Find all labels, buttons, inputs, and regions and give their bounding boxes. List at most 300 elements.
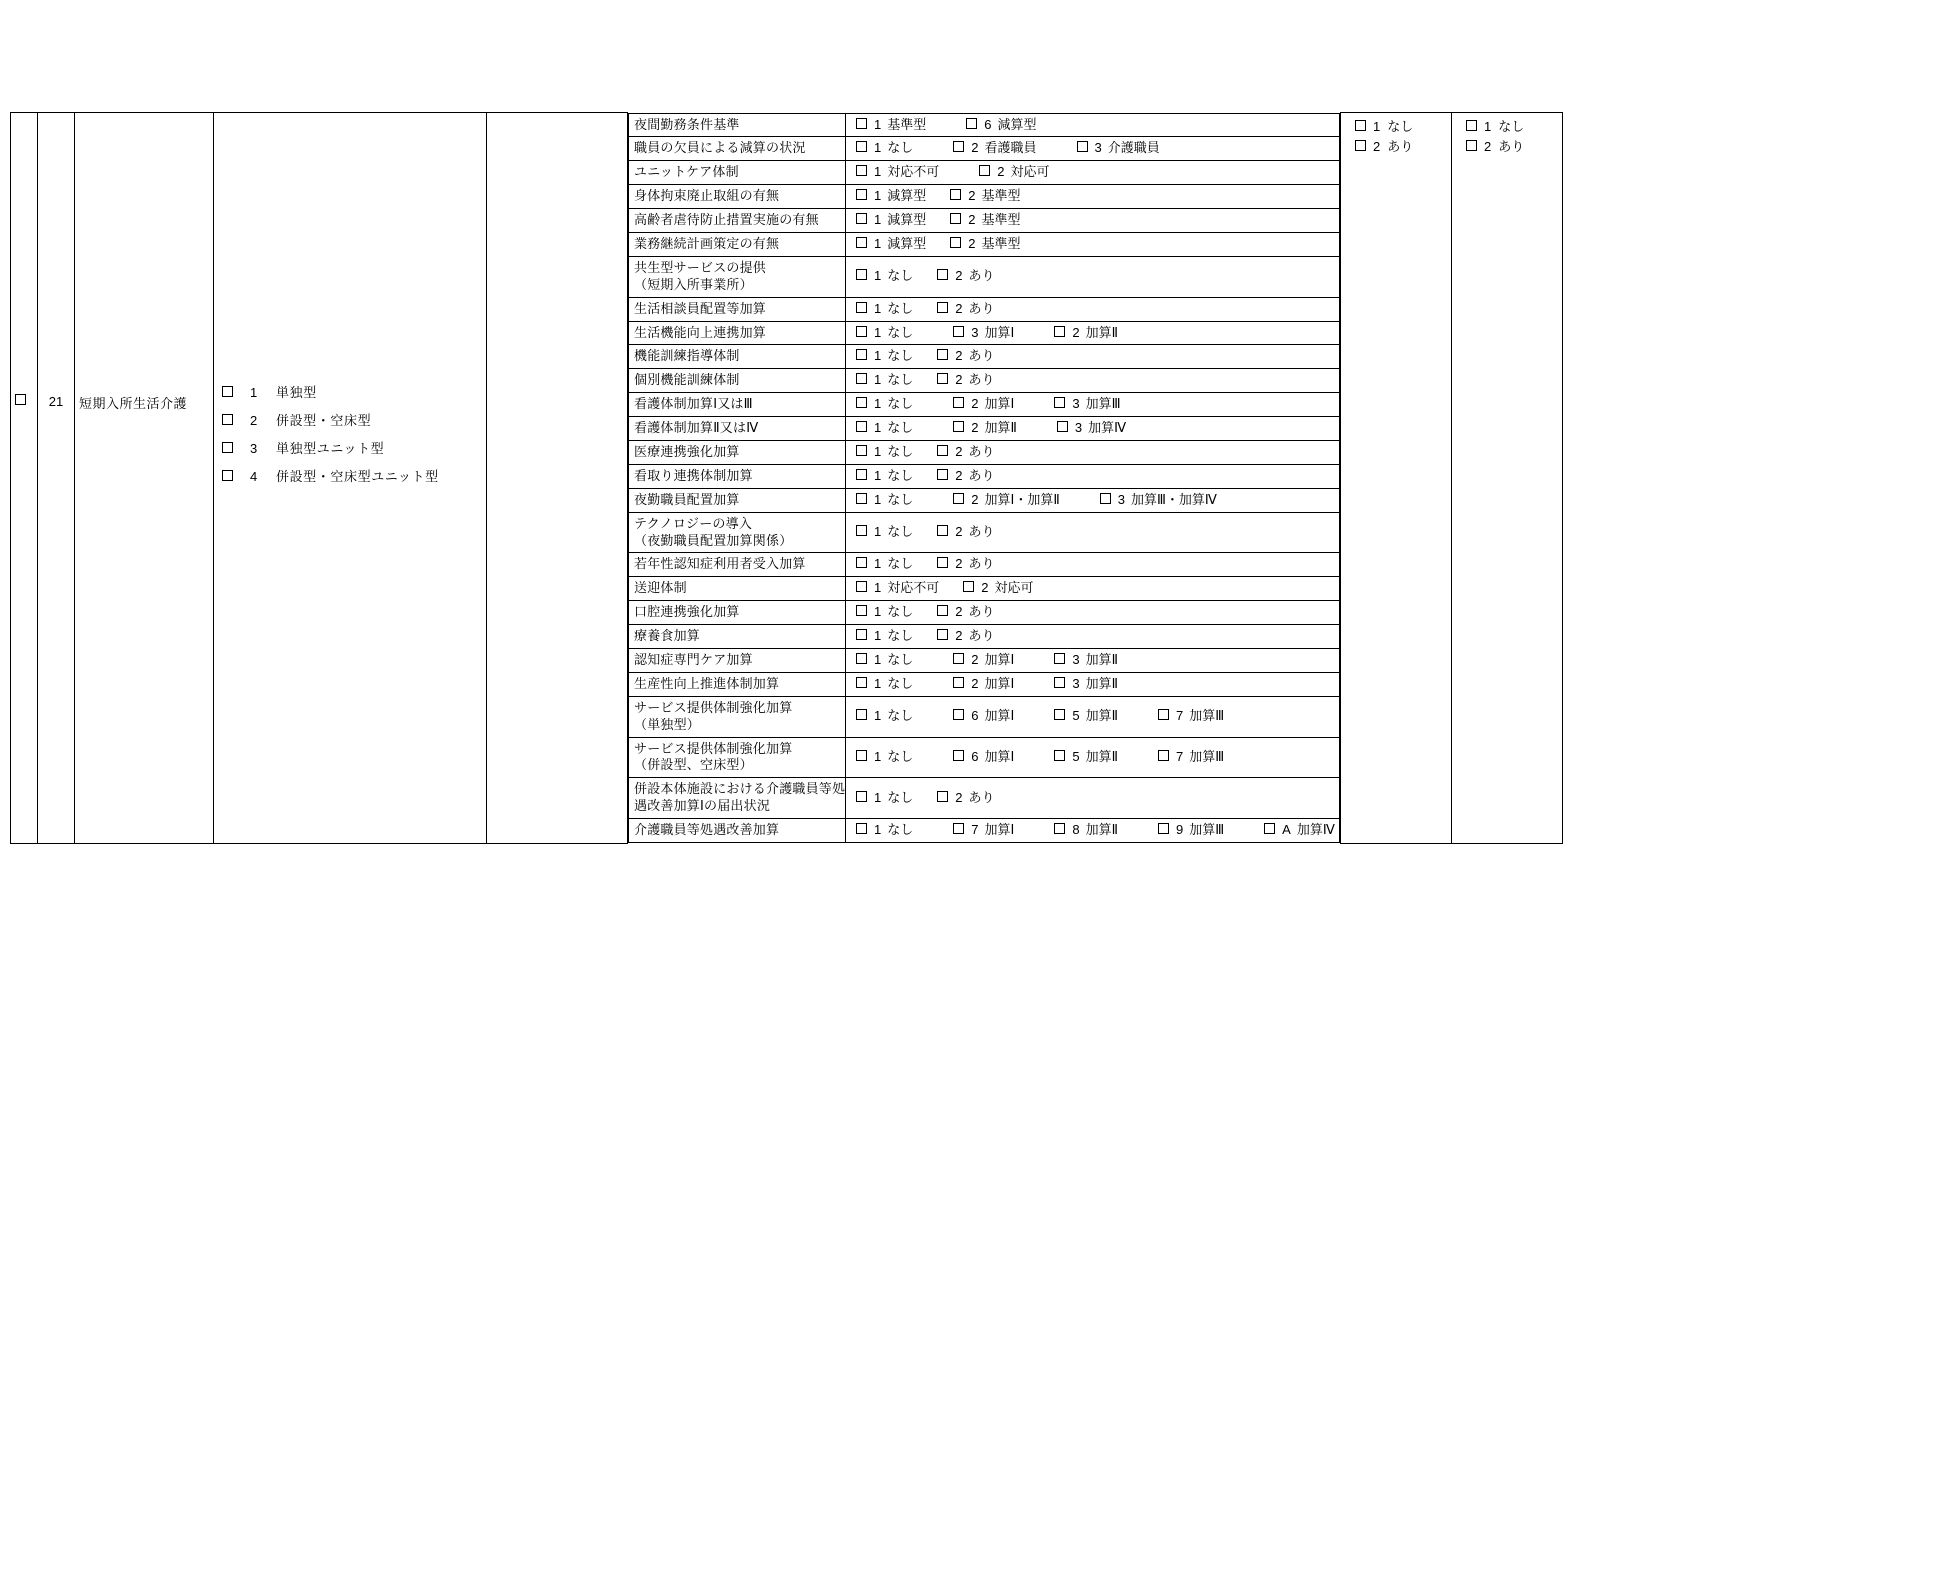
option-number: 2 bbox=[955, 524, 963, 540]
option-number: 1 bbox=[874, 235, 882, 251]
item-options bbox=[846, 321, 1340, 345]
item-options bbox=[846, 819, 1340, 843]
checkbox-icon[interactable] bbox=[856, 791, 867, 802]
item-options bbox=[846, 512, 1340, 553]
checkbox-icon[interactable] bbox=[1077, 141, 1088, 152]
item-label bbox=[629, 696, 846, 737]
checkbox-icon[interactable] bbox=[856, 237, 867, 248]
option-number: 1 bbox=[874, 556, 882, 572]
option-checkbox[interactable] bbox=[1054, 676, 1118, 693]
option-label: なし bbox=[887, 372, 914, 388]
option-number: 2 bbox=[955, 628, 963, 644]
option-checkbox[interactable] bbox=[950, 236, 1020, 253]
option-label: あり bbox=[968, 443, 995, 459]
item-options-table bbox=[628, 113, 1340, 844]
option-checkbox[interactable] bbox=[856, 396, 913, 413]
item-label-line: 口腔連携強化加算 bbox=[634, 604, 740, 620]
option-number: 2 bbox=[250, 413, 258, 428]
option-label: 加算Ⅳ bbox=[1296, 822, 1335, 838]
checkbox-icon[interactable] bbox=[937, 605, 948, 616]
checkbox-icon[interactable] bbox=[856, 349, 867, 360]
checkbox-icon[interactable] bbox=[950, 237, 961, 248]
option-checkbox[interactable] bbox=[1054, 325, 1118, 342]
checkbox-icon[interactable] bbox=[937, 349, 948, 360]
checkbox-icon[interactable] bbox=[953, 750, 964, 761]
checkbox-icon[interactable] bbox=[966, 118, 977, 129]
checkbox-icon[interactable] bbox=[856, 326, 867, 337]
table-row bbox=[629, 417, 1340, 441]
option-number: 1 bbox=[874, 212, 882, 228]
option-checkbox[interactable] bbox=[937, 604, 994, 621]
checkbox-icon[interactable] bbox=[979, 165, 990, 176]
option-label: 加算Ⅱ bbox=[1085, 822, 1118, 838]
option-label: なし bbox=[887, 443, 914, 459]
option-label: 減算型 bbox=[887, 188, 927, 204]
option-number: 1 bbox=[874, 604, 882, 620]
item-options bbox=[846, 737, 1340, 778]
checkbox-icon[interactable] bbox=[1466, 120, 1477, 131]
option-label: 加算Ⅰ bbox=[984, 651, 1015, 667]
option-number: 1 bbox=[874, 396, 882, 412]
option-number: 2 bbox=[955, 348, 963, 364]
table-row bbox=[629, 672, 1340, 696]
table-row bbox=[629, 512, 1340, 553]
option-number: 2 bbox=[955, 789, 963, 805]
option-checkbox[interactable] bbox=[1158, 822, 1224, 839]
item-label bbox=[629, 321, 846, 345]
checkbox-icon[interactable] bbox=[856, 469, 867, 480]
option-checkbox[interactable] bbox=[1158, 708, 1224, 725]
right-column-1-cell bbox=[1341, 113, 1452, 844]
option-label: 基準型 bbox=[887, 116, 927, 132]
checkbox-icon[interactable] bbox=[856, 397, 867, 408]
option-checkbox[interactable] bbox=[1054, 396, 1120, 413]
option-number: 2 bbox=[971, 420, 979, 436]
checkbox-icon[interactable] bbox=[1054, 823, 1065, 834]
checkbox-icon[interactable] bbox=[1057, 421, 1068, 432]
option-checkbox[interactable] bbox=[856, 348, 913, 365]
item-options bbox=[846, 232, 1340, 256]
item-options bbox=[846, 256, 1340, 297]
option-number: 2 bbox=[971, 396, 979, 412]
option-checkbox[interactable] bbox=[966, 117, 1036, 134]
option-checkbox[interactable] bbox=[856, 604, 913, 621]
option-checkbox[interactable] bbox=[856, 676, 913, 693]
option-checkbox[interactable] bbox=[953, 396, 1014, 413]
checkbox-icon[interactable] bbox=[856, 421, 867, 432]
option-number: 3 bbox=[1074, 420, 1083, 436]
item-options bbox=[846, 488, 1340, 512]
right-option[interactable] bbox=[1466, 117, 1562, 137]
option-label: なし bbox=[887, 748, 914, 764]
item-label-line: テクノロジーの導入 bbox=[634, 515, 753, 531]
item-label-line: 若年性認知症利用者受入加算 bbox=[634, 556, 806, 572]
checkbox-icon[interactable] bbox=[1054, 750, 1065, 761]
option-checkbox[interactable] bbox=[1057, 420, 1126, 437]
right-option[interactable] bbox=[1466, 137, 1562, 157]
item-options bbox=[846, 696, 1340, 737]
option-label: あり bbox=[1498, 139, 1525, 155]
checkbox-icon[interactable] bbox=[937, 557, 948, 568]
table-row bbox=[629, 819, 1340, 843]
checkbox-icon[interactable] bbox=[953, 141, 964, 152]
checkbox-icon[interactable] bbox=[953, 709, 964, 720]
checkbox-icon[interactable] bbox=[856, 557, 867, 568]
checkbox-icon[interactable] bbox=[953, 397, 964, 408]
option-label: なし bbox=[887, 604, 914, 620]
checkbox-icon[interactable] bbox=[953, 677, 964, 688]
option-number: 1 bbox=[874, 708, 882, 724]
item-label bbox=[629, 256, 846, 297]
option-label: なし bbox=[887, 675, 914, 691]
option-number: 1 bbox=[874, 491, 882, 507]
option-number: 7 bbox=[1175, 708, 1184, 724]
option-label: なし bbox=[887, 628, 914, 644]
option-checkbox[interactable] bbox=[856, 117, 926, 134]
option-checkbox[interactable] bbox=[1054, 708, 1118, 725]
option-number: 3 bbox=[1072, 396, 1080, 412]
option-checkbox[interactable] bbox=[963, 580, 1033, 597]
option-checkbox[interactable] bbox=[950, 212, 1020, 229]
checkbox-icon[interactable] bbox=[856, 677, 867, 688]
row-select-checkbox-cell[interactable] bbox=[11, 113, 38, 844]
service-type-option[interactable] bbox=[222, 466, 486, 485]
checkbox-icon[interactable] bbox=[937, 445, 948, 456]
checkbox-icon[interactable] bbox=[222, 442, 233, 453]
option-checkbox[interactable] bbox=[937, 628, 994, 645]
checkbox-icon[interactable] bbox=[1466, 140, 1477, 151]
checkbox-icon[interactable] bbox=[963, 581, 974, 592]
option-number: 1 bbox=[874, 628, 882, 644]
checkbox-icon[interactable] bbox=[953, 421, 964, 432]
option-checkbox[interactable] bbox=[979, 164, 1049, 181]
option-checkbox[interactable] bbox=[856, 268, 913, 285]
option-number: 2 bbox=[955, 467, 963, 483]
checkbox-icon[interactable] bbox=[856, 373, 867, 384]
checkbox-icon[interactable] bbox=[15, 394, 26, 405]
option-label: 減算型 bbox=[997, 116, 1037, 132]
option-number: 3 bbox=[1117, 491, 1125, 507]
option-checkbox[interactable] bbox=[856, 580, 939, 597]
option-number: 3 bbox=[1072, 675, 1080, 691]
option-checkbox[interactable] bbox=[856, 420, 913, 437]
option-checkbox[interactable] bbox=[937, 348, 994, 365]
option-label: 加算Ⅰ bbox=[984, 675, 1015, 691]
option-checkbox[interactable] bbox=[856, 652, 913, 669]
option-number: 1 bbox=[874, 524, 882, 540]
checkbox-icon[interactable] bbox=[1054, 677, 1065, 688]
service-form-table bbox=[10, 112, 1563, 844]
option-label: あり bbox=[1387, 139, 1414, 155]
option-checkbox[interactable] bbox=[953, 749, 1014, 766]
option-checkbox[interactable] bbox=[953, 140, 1036, 157]
option-label: なし bbox=[887, 140, 914, 156]
option-checkbox[interactable] bbox=[856, 372, 913, 389]
checkbox-icon[interactable] bbox=[953, 823, 964, 834]
service-type-option[interactable] bbox=[222, 382, 486, 401]
checkbox-icon[interactable] bbox=[856, 629, 867, 640]
option-checkbox[interactable] bbox=[950, 188, 1020, 205]
checkbox-icon[interactable] bbox=[1054, 397, 1065, 408]
option-label: 加算Ⅲ bbox=[1189, 748, 1225, 764]
item-label-line: 送迎体制 bbox=[634, 580, 687, 596]
option-number: 2 bbox=[997, 164, 1005, 180]
checkbox-icon[interactable] bbox=[856, 581, 867, 592]
right-column-2 bbox=[1452, 113, 1562, 157]
service-type-option[interactable] bbox=[222, 438, 486, 457]
option-checkbox[interactable] bbox=[937, 556, 994, 573]
option-number: 1 bbox=[874, 789, 882, 805]
checkbox-icon[interactable] bbox=[222, 414, 233, 425]
item-label bbox=[629, 778, 846, 819]
service-type-cell bbox=[214, 113, 487, 844]
option-checkbox[interactable] bbox=[856, 749, 913, 766]
item-label-line: 夜勤職員配置加算 bbox=[634, 491, 740, 507]
option-checkbox[interactable] bbox=[953, 676, 1014, 693]
option-checkbox[interactable] bbox=[937, 468, 994, 485]
option-number: 2 bbox=[971, 140, 979, 156]
option-label: あり bbox=[968, 556, 995, 572]
item-options bbox=[846, 209, 1340, 233]
option-checkbox[interactable] bbox=[1158, 749, 1224, 766]
checkbox-icon[interactable] bbox=[1355, 140, 1366, 151]
option-checkbox[interactable] bbox=[953, 652, 1014, 669]
option-label: なし bbox=[887, 789, 914, 805]
checkbox-icon[interactable] bbox=[1100, 493, 1111, 504]
option-checkbox[interactable] bbox=[1100, 492, 1217, 509]
option-number: 5 bbox=[1072, 748, 1080, 764]
option-number: 1 bbox=[874, 748, 882, 764]
option-label: 介護職員 bbox=[1107, 140, 1160, 156]
option-label: 加算Ⅱ bbox=[1085, 675, 1118, 691]
checkbox-icon[interactable] bbox=[1158, 823, 1169, 834]
option-checkbox[interactable] bbox=[856, 524, 913, 541]
item-label bbox=[629, 512, 846, 553]
item-options bbox=[846, 297, 1340, 321]
option-checkbox[interactable] bbox=[953, 492, 1059, 509]
option-checkbox[interactable] bbox=[856, 444, 913, 461]
right-option[interactable] bbox=[1355, 117, 1451, 137]
checkbox-icon[interactable] bbox=[953, 326, 964, 337]
checkbox-icon[interactable] bbox=[1054, 653, 1065, 664]
option-label: 加算Ⅰ bbox=[984, 708, 1015, 724]
checkbox-icon[interactable] bbox=[1054, 326, 1065, 337]
option-number: 1 bbox=[874, 443, 882, 459]
option-number: 1 bbox=[874, 140, 882, 156]
item-label-line: サービス提供体制強化加算 bbox=[634, 699, 793, 715]
option-label: 単独型 bbox=[276, 385, 317, 400]
checkbox-icon[interactable] bbox=[856, 445, 867, 456]
right-option[interactable] bbox=[1355, 137, 1451, 157]
option-checkbox[interactable] bbox=[856, 556, 913, 573]
option-checkbox[interactable] bbox=[953, 708, 1014, 725]
option-checkbox[interactable] bbox=[953, 822, 1014, 839]
item-label-line: 生活機能向上連携加算 bbox=[634, 324, 767, 340]
option-checkbox[interactable] bbox=[856, 492, 913, 509]
item-options bbox=[846, 440, 1340, 464]
option-label: なし bbox=[887, 420, 914, 436]
option-number: 1 bbox=[874, 420, 882, 436]
checkbox-icon[interactable] bbox=[953, 493, 964, 504]
option-label: 基準型 bbox=[981, 212, 1021, 228]
option-checkbox[interactable] bbox=[953, 420, 1017, 437]
table-row bbox=[629, 488, 1340, 512]
option-number: 1 bbox=[874, 188, 882, 204]
checkbox-icon[interactable] bbox=[1158, 750, 1169, 761]
option-checkbox[interactable] bbox=[856, 628, 913, 645]
option-checkbox[interactable] bbox=[856, 212, 926, 229]
checkbox-icon[interactable] bbox=[856, 493, 867, 504]
service-type-option[interactable] bbox=[222, 410, 486, 429]
item-label bbox=[629, 185, 846, 209]
option-label: 加算Ⅲ bbox=[1189, 822, 1225, 838]
item-options bbox=[846, 553, 1340, 577]
item-label-line: 高齢者虐待防止措置実施の有無 bbox=[634, 212, 819, 228]
option-checkbox[interactable] bbox=[1054, 652, 1118, 669]
item-label-line: サービス提供体制強化加算 bbox=[634, 740, 793, 756]
checkbox-icon[interactable] bbox=[937, 791, 948, 802]
checkbox-icon[interactable] bbox=[856, 653, 867, 664]
option-label: なし bbox=[887, 467, 914, 483]
option-checkbox[interactable] bbox=[856, 164, 939, 181]
option-number: 2 bbox=[1072, 324, 1080, 340]
option-number: 3 bbox=[971, 324, 979, 340]
checkbox-icon[interactable] bbox=[937, 373, 948, 384]
checkbox-icon[interactable] bbox=[937, 302, 948, 313]
item-label bbox=[629, 345, 846, 369]
checkbox-icon[interactable] bbox=[856, 750, 867, 761]
checkbox-icon[interactable] bbox=[937, 269, 948, 280]
item-label bbox=[629, 737, 846, 778]
row-select-checkbox[interactable] bbox=[11, 113, 37, 408]
option-checkbox[interactable] bbox=[856, 325, 913, 342]
option-label: 加算Ⅲ・加算Ⅳ bbox=[1130, 491, 1217, 507]
checkbox-icon[interactable] bbox=[856, 269, 867, 280]
checkbox-icon[interactable] bbox=[937, 525, 948, 536]
option-checkbox[interactable] bbox=[856, 188, 926, 205]
option-checkbox[interactable] bbox=[856, 790, 913, 807]
option-number: 2 bbox=[971, 491, 979, 507]
item-options bbox=[846, 113, 1340, 137]
item-label-line: ユニットケア体制 bbox=[634, 164, 739, 180]
checkbox-icon[interactable] bbox=[856, 189, 867, 200]
checkbox-icon[interactable] bbox=[1355, 120, 1366, 131]
option-label: 加算Ⅱ bbox=[1085, 708, 1118, 724]
option-number: 1 bbox=[874, 348, 882, 364]
table-row bbox=[629, 256, 1340, 297]
checkbox-icon[interactable] bbox=[950, 213, 961, 224]
option-number: 2 bbox=[971, 675, 979, 691]
item-label-line: 生産性向上推進体制加算 bbox=[634, 675, 780, 691]
option-checkbox[interactable] bbox=[1264, 822, 1335, 839]
option-checkbox[interactable] bbox=[953, 325, 1014, 342]
option-checkbox[interactable] bbox=[856, 822, 913, 839]
right-column-2-cell bbox=[1452, 113, 1563, 844]
option-number: 1 bbox=[874, 116, 882, 132]
checkbox-icon[interactable] bbox=[856, 165, 867, 176]
option-label: あり bbox=[968, 300, 995, 316]
checkbox-icon[interactable] bbox=[856, 823, 867, 834]
checkbox-icon[interactable] bbox=[856, 141, 867, 152]
checkbox-icon[interactable] bbox=[937, 469, 948, 480]
option-label: なし bbox=[887, 300, 914, 316]
item-label bbox=[629, 488, 846, 512]
checkbox-icon[interactable] bbox=[1158, 709, 1169, 720]
checkbox-icon[interactable] bbox=[856, 605, 867, 616]
item-label bbox=[629, 297, 846, 321]
table-row bbox=[629, 648, 1340, 672]
option-checkbox[interactable] bbox=[1054, 749, 1118, 766]
item-label bbox=[629, 601, 846, 625]
item-label-line: （夜勤職員配置加算関係） bbox=[634, 532, 793, 548]
table-row bbox=[629, 601, 1340, 625]
option-checkbox[interactable] bbox=[1054, 822, 1118, 839]
option-checkbox[interactable] bbox=[856, 236, 926, 253]
option-checkbox[interactable] bbox=[937, 524, 994, 541]
checkbox-icon[interactable] bbox=[950, 189, 961, 200]
option-checkbox[interactable] bbox=[937, 444, 994, 461]
checkbox-icon[interactable] bbox=[856, 525, 867, 536]
item-options bbox=[846, 464, 1340, 488]
option-checkbox[interactable] bbox=[856, 140, 913, 157]
option-checkbox[interactable] bbox=[937, 372, 994, 389]
checkbox-icon[interactable] bbox=[1264, 823, 1275, 834]
option-number: 9 bbox=[1175, 822, 1184, 838]
option-number: 1 bbox=[874, 300, 882, 316]
checkbox-icon[interactable] bbox=[937, 629, 948, 640]
option-number: 1 bbox=[1373, 119, 1381, 134]
item-label bbox=[629, 369, 846, 393]
option-number: 2 bbox=[955, 556, 963, 572]
option-label: 加算Ⅰ bbox=[984, 748, 1015, 764]
option-label: 加算Ⅱ bbox=[1085, 324, 1118, 340]
option-label: あり bbox=[968, 628, 995, 644]
option-checkbox[interactable] bbox=[856, 301, 913, 318]
checkbox-icon[interactable] bbox=[1054, 709, 1065, 720]
option-checkbox[interactable] bbox=[856, 708, 913, 725]
option-label: なし bbox=[887, 324, 914, 340]
item-label bbox=[629, 819, 846, 843]
checkbox-icon[interactable] bbox=[953, 653, 964, 664]
option-number: 8 bbox=[1072, 822, 1080, 838]
option-label: なし bbox=[887, 491, 914, 507]
option-number: 1 bbox=[874, 268, 882, 284]
option-checkbox[interactable] bbox=[937, 268, 994, 285]
table-row bbox=[629, 625, 1340, 649]
option-label: 減算型 bbox=[887, 235, 927, 251]
option-number: 1 bbox=[1484, 119, 1492, 134]
item-label bbox=[629, 625, 846, 649]
option-checkbox[interactable] bbox=[856, 468, 913, 485]
option-label: なし bbox=[887, 556, 914, 572]
option-number: 5 bbox=[1072, 708, 1080, 724]
option-checkbox[interactable] bbox=[1077, 140, 1160, 157]
option-number: 2 bbox=[955, 268, 963, 284]
checkbox-icon[interactable] bbox=[856, 302, 867, 313]
option-number: 2 bbox=[968, 212, 976, 228]
option-label: 対応不可 bbox=[887, 164, 940, 180]
checkbox-icon[interactable] bbox=[222, 470, 233, 481]
item-options bbox=[846, 137, 1340, 161]
checkbox-icon[interactable] bbox=[856, 709, 867, 720]
checkbox-icon[interactable] bbox=[222, 386, 233, 397]
checkbox-icon[interactable] bbox=[856, 213, 867, 224]
option-checkbox[interactable] bbox=[937, 301, 994, 318]
option-checkbox[interactable] bbox=[937, 790, 994, 807]
option-number: 1 bbox=[874, 467, 882, 483]
item-options bbox=[846, 369, 1340, 393]
checkbox-icon[interactable] bbox=[856, 118, 867, 129]
